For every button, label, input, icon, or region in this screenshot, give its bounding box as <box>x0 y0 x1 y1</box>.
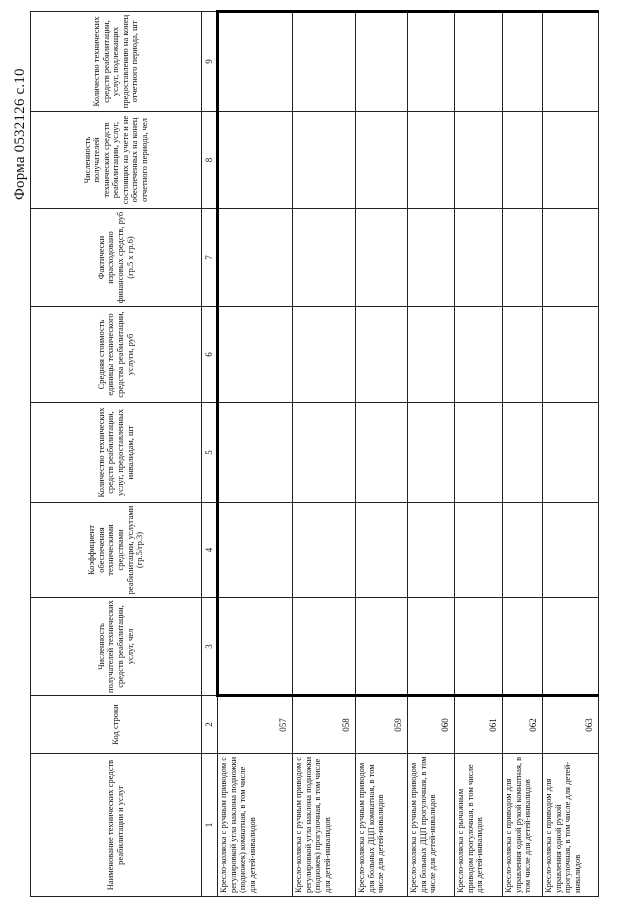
column-number: 6 <box>202 307 218 403</box>
header-col8: Численность получателей технических средств реабилитации, услуг, состоящих на учете и не обеспеченных на конец отчетного периода, чел <box>31 112 202 209</box>
data-cell <box>356 112 408 209</box>
column-number: 1 <box>202 754 218 897</box>
row-code: 062 <box>503 696 543 754</box>
header-code: Код строки <box>31 696 202 754</box>
table-row <box>455 12 503 897</box>
data-cell <box>408 503 455 598</box>
form-label: Форма 0532126 с.10 <box>12 68 28 200</box>
data-cell <box>503 12 543 112</box>
table-row <box>503 12 543 897</box>
row-name: Кресло-коляска с приводом для управления одной рукой комнатная, в том числе для детей-инвалидов <box>503 754 543 897</box>
row-name: Кресло-коляска с ручным приводом с регулировкой угла наклона подножки (подножек) комнатная, в том числе для детей-инвалидов <box>218 754 293 897</box>
data-cell <box>293 503 356 598</box>
data-cell <box>293 209 356 307</box>
data-cell <box>408 598 455 696</box>
row-name: Кресло-коляска с приводом для управления одной рукой прогулочная, в том числе для детей-инвалидов <box>543 754 599 897</box>
column-number: 2 <box>202 696 218 754</box>
data-cell <box>543 209 599 307</box>
column-number: 9 <box>202 12 218 112</box>
data-cell <box>356 209 408 307</box>
header-col7: Фактически израсходовано финансовых средств, руб (гр.5 х гр.6) <box>31 209 202 307</box>
row-name: Кресло-коляска с ручным приводом для больных ДЦП комнатная, в том числе для детей-инвалидов <box>356 754 408 897</box>
row-code: 060 <box>408 696 455 754</box>
data-cell <box>455 403 503 503</box>
header-col3: Численность получателей технических средств реабилитации, услуг, чел <box>31 598 202 696</box>
row-code: 058 <box>293 696 356 754</box>
header-col4: Коэффициент обеспечения техническими средствами реабилитации, услугами (гр.5/гр.3) <box>31 503 202 598</box>
data-cell <box>408 307 455 403</box>
data-cell <box>293 598 356 696</box>
data-cell <box>218 503 293 598</box>
data-cell <box>293 112 356 209</box>
row-code: 057 <box>218 696 293 754</box>
header-col6: Средняя стоимость единицы технического средства реабилитации, услуги, руб <box>31 307 202 403</box>
header-name: Наименование технических средств реабилитации и услуг <box>31 754 202 897</box>
column-number: 3 <box>202 598 218 696</box>
table-row <box>293 12 356 897</box>
table-row <box>356 12 408 897</box>
data-cell <box>503 503 543 598</box>
data-cell <box>543 307 599 403</box>
column-number: 5 <box>202 403 218 503</box>
data-cell <box>293 403 356 503</box>
header-col5: Количество технических средств реабилитации, услуг, предоставленных инвалидам, шт <box>31 403 202 503</box>
data-cell <box>543 403 599 503</box>
data-cell <box>408 403 455 503</box>
data-cell <box>543 503 599 598</box>
data-cell <box>503 112 543 209</box>
data-cell <box>408 12 455 112</box>
row-name: Кресло-коляска с рычажным приводом прогулочная, в том числе для детей-инвалидов <box>455 754 503 897</box>
data-cell <box>293 307 356 403</box>
data-cell <box>218 112 293 209</box>
data-cell <box>218 307 293 403</box>
data-cell <box>218 209 293 307</box>
data-cell <box>218 598 293 696</box>
data-cell <box>408 112 455 209</box>
data-cell <box>218 403 293 503</box>
header-col9: Количество технических средств реабилитации, услуг, подлежащих предоставлению на конец отчетного периода, шт <box>31 12 202 112</box>
data-cell <box>356 403 408 503</box>
data-cell <box>455 503 503 598</box>
data-cell <box>356 598 408 696</box>
data-cell <box>543 12 599 112</box>
row-name: Кресло-коляска с ручным приводом с регулировкой угла наклона подножки (подножек) прогулочная, в том числе для детей-инвалидов <box>293 754 356 897</box>
data-cell <box>455 307 503 403</box>
table-row <box>543 12 599 897</box>
data-cell <box>503 209 543 307</box>
data-cell <box>408 209 455 307</box>
data-cell <box>455 12 503 112</box>
column-number: 8 <box>202 112 218 209</box>
table-row <box>408 12 455 897</box>
data-cell <box>543 112 599 209</box>
column-number: 7 <box>202 209 218 307</box>
data-cell <box>503 307 543 403</box>
row-code: 063 <box>543 696 599 754</box>
row-code: 061 <box>455 696 503 754</box>
data-cell <box>356 12 408 112</box>
data-cell <box>455 112 503 209</box>
column-number: 4 <box>202 503 218 598</box>
row-name: Кресло-коляска с ручным приводом для больных ДЦП прогулочная, в том числе для детей-инвалидов <box>408 754 455 897</box>
data-cell <box>543 598 599 696</box>
data-cell <box>293 12 356 112</box>
table-row <box>218 12 293 897</box>
data-cell <box>218 12 293 112</box>
data-cell <box>455 598 503 696</box>
data-cell <box>356 503 408 598</box>
data-cell <box>455 209 503 307</box>
report-table <box>30 10 599 897</box>
row-code: 059 <box>356 696 408 754</box>
data-cell <box>503 403 543 503</box>
data-cell <box>503 598 543 696</box>
data-cell <box>356 307 408 403</box>
